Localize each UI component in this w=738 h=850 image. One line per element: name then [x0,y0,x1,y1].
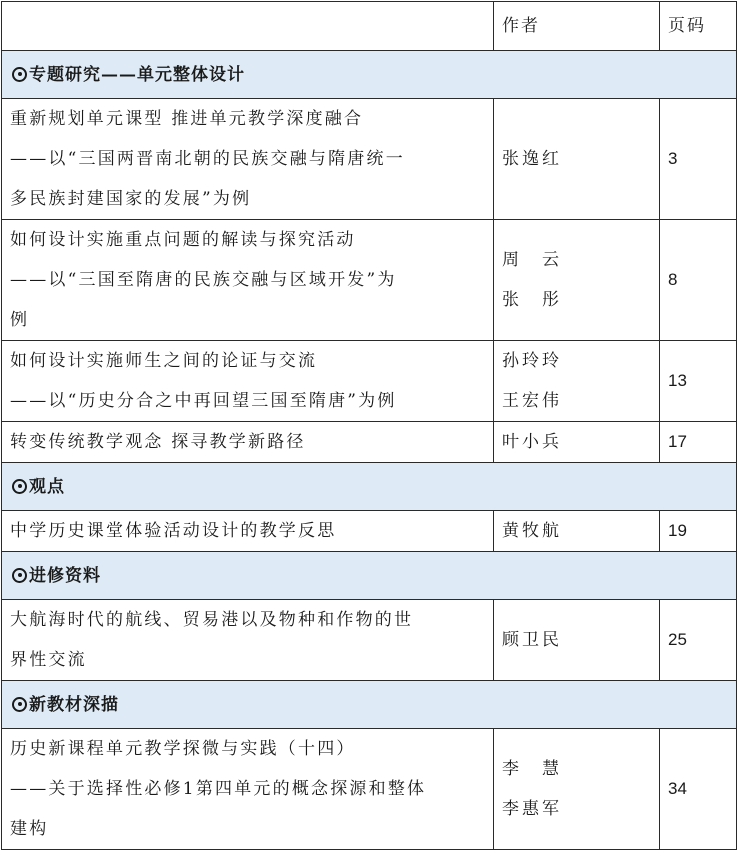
article-title-line: 历史新课程单元教学探微与实践（十四） [10,739,356,759]
article-row[interactable] [2,220,737,341]
article-title-line: 多民族封建国家的发展”为例 [10,189,252,209]
article-title-line: 中学历史课堂体验活动设计的教学反思 [10,521,337,541]
page-number: 3 [660,99,737,220]
article-title-line: 例 [10,310,30,330]
article-title-line: 如何设计实施重点问题的解读与探究活动 [10,230,356,250]
circle-dot-icon [12,697,27,712]
author-name: 张逸红 [502,149,562,169]
page-number: 19 [660,511,737,552]
circle-dot-icon [12,67,27,82]
section-header-row [2,463,737,511]
article-title[interactable] [2,729,494,850]
section-header [2,552,737,600]
article-title[interactable] [2,600,494,681]
section-title: 新教材深描 [29,694,119,715]
article-title-line: ——关于选择性必修1第四单元的概念探源和整体 [10,779,427,799]
section-header-row [2,51,737,99]
article-title[interactable] [2,341,494,422]
article-row[interactable] [2,341,737,422]
page-number: 34 [660,729,737,850]
author-name: 黄牧航 [502,521,562,541]
page-number: 13 [660,341,737,422]
table-of-contents [1,1,737,850]
article-row[interactable] [2,511,737,552]
article-title[interactable] [2,422,494,463]
article-title-line: 如何设计实施师生之间的论证与交流 [10,351,318,371]
article-row[interactable] [2,422,737,463]
article-authors [494,99,660,220]
author-name: 王宏伟 [502,391,562,411]
article-row[interactable] [2,600,737,681]
article-title-line: ——以“三国至隋唐的民族交融与区域开发”为 [10,270,397,290]
author-name: 张 彤 [502,290,562,310]
article-authors [494,511,660,552]
author-name: 顾卫民 [502,630,562,650]
author-header: 作者 [494,2,660,51]
author-name: 周 云 [502,250,562,270]
page-number: 8 [660,220,737,341]
title-header-cell [2,2,494,51]
section-title: 观点 [29,476,65,497]
circle-dot-icon [12,568,27,583]
page-number: 17 [660,422,737,463]
article-row[interactable] [2,729,737,850]
article-authors [494,220,660,341]
article-authors [494,729,660,850]
article-title[interactable] [2,99,494,220]
author-name: 李惠军 [502,799,562,819]
section-title: 专题研究——单元整体设计 [29,64,245,85]
article-row[interactable] [2,99,737,220]
article-title-line: 大航海时代的航线、贸易港以及物种和作物的世 [10,610,414,630]
section-title: 进修资料 [29,565,101,586]
article-title[interactable] [2,511,494,552]
section-header [2,681,737,729]
author-name: 叶小兵 [502,432,562,452]
article-title-line: 转变传统教学观念 探寻教学新路径 [10,432,306,452]
article-title-line: ——以“历史分合之中再回望三国至隋唐”为例 [10,391,397,411]
article-authors [494,422,660,463]
article-title-line: 建构 [10,819,49,839]
author-name: 孙玲玲 [502,351,562,371]
article-title-line: ——以“三国两晋南北朝的民族交融与隋唐统一 [10,149,405,169]
page-header: 页码 [660,2,737,51]
section-header-row [2,552,737,600]
article-authors [494,600,660,681]
circle-dot-icon [12,479,27,494]
author-name: 李 慧 [502,759,562,779]
article-authors [494,341,660,422]
article-title[interactable] [2,220,494,341]
section-header [2,51,737,99]
article-title-line: 界性交流 [10,650,87,670]
header-row [2,2,737,51]
section-header [2,463,737,511]
article-title-line: 重新规划单元课型 推进单元教学深度融合 [10,109,364,129]
page-number: 25 [660,600,737,681]
section-header-row [2,681,737,729]
